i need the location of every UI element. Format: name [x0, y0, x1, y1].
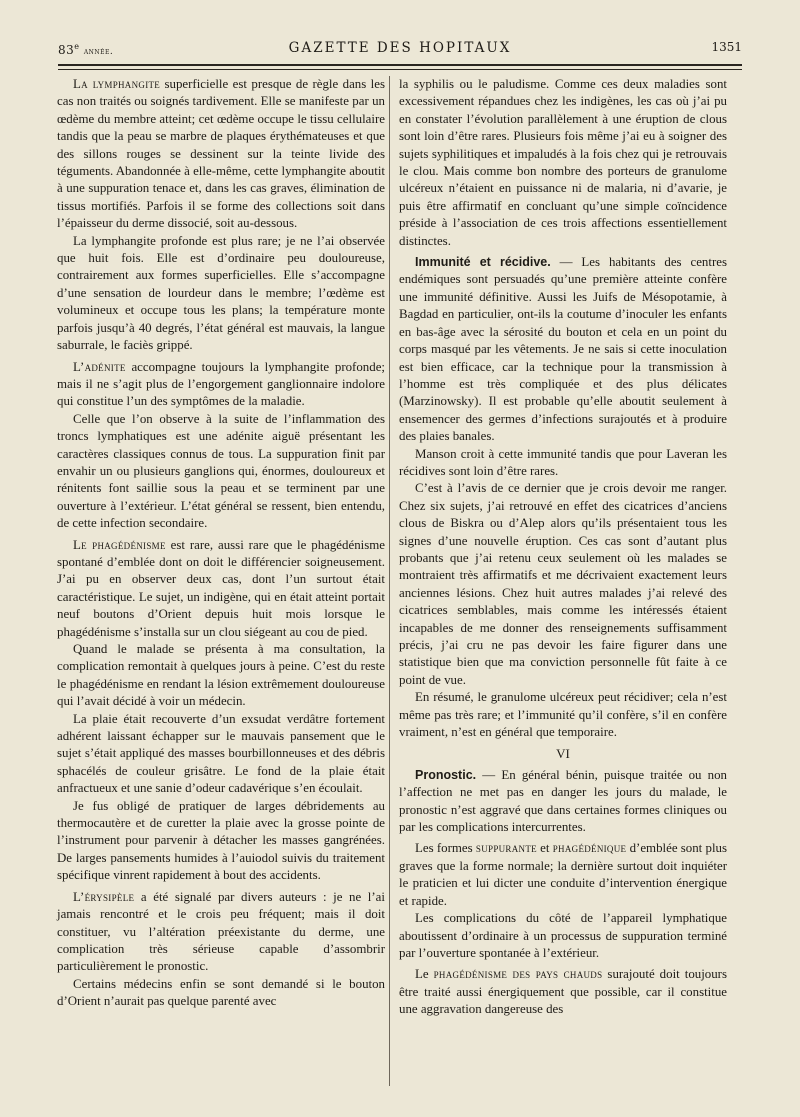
subsection-heading: Immunité et récidive. [415, 255, 551, 270]
header-rule-thick [58, 64, 742, 66]
paragraph: L’adénite accompagne toujours la lymphangite profonde; mais il ne s’agit plus de l’engorgement ganglionnaire indolore qui constitue l’un des symptômes de la maladie. [57, 359, 385, 409]
left-column [57, 76, 385, 1011]
paragraph: Les formes suppurante et phagédénique d’emblée sont plus graves que la forme normale; la dernière surtout doit inquiéter le praticien et lui dicter une conduite d’intervention énergique et rapide. [399, 841, 727, 908]
right-column [399, 76, 727, 1019]
paragraph: C’est à l’avis de ce dernier que je crois devoir me ranger. Chez six sujets, j’ai retrouvé en effet des cicatrices d’anciens clous de Biskra ou d’Alep alors qu’ils présentaient tous les signes d’une nouvelle éruption. Ces cas sont d’autant plus probants que j’ai retenu ceux seulement où les malades se montraient très affirmatifs et me décrivaient exactement leurs anciennes lésions. Chez huit autres malades j’ai relevé des cicatrices semblables, mais comme les intéressés étaient incapables de me donner des renseignements suffisamment précis, j’ai cru ne pas devoir les faire figurer dans une statistique bien que ma conviction personnelle fût faite à ce point de vue. [399, 481, 727, 687]
paragraph: Les complications du côté de l’appareil lymphatique aboutissent d’ordinaire à un processus de suppuration terminé par l’ouverture spontanée à l’extérieur. [399, 911, 727, 960]
issue-label: 83e année. [58, 42, 114, 57]
section-number: VI [556, 746, 570, 762]
paragraph: Certains médecins enfin se sont demandé si le bouton d’Orient n’aurait pas quelque parenté avec [57, 976, 385, 1009]
paragraph: la syphilis ou le paludisme. Comme ces deux maladies sont excessivement répandues chez les indigènes, les cas où j’ai pu en constater l’évolution parallèlement à une éruption de clous sont loin d’être rares. Plusieurs fois même j’ai eu à soigner des sujets syphilitiques et impaludés à la fois chez qui je retrouvais le clou. Mais comme bon nombre des porteurs de granulome ulcéreux n’étaient en puissance ni de malaria, ni d’avarie, je puis être affirmatif en concluant qu’une simple coïncidence préside à l’association de ces trois affections essentiellement distinctes. [399, 77, 727, 248]
paragraph: Pronostic. — En général bénin, puisque traitée ou non l’affection ne met pas en danger les jours du malade, le pronostic n’est aggravé que dans certaines formes cliniques ou par les complications intercurrentes. [399, 767, 727, 835]
paragraph: L’érysipèle a été signalé par divers auteurs : je ne l’ai jamais rencontré et le crois peu fréquent; mais il doit constituer, vu l’altération préexistante du derme, une complication très sérieuse capable d’assombrir particulièrement le pronostic. [57, 889, 385, 974]
paragraph: En résumé, le granulome ulcéreux peut récidiver; cela n’est même pas très rare; et l’immunité qu’il confère, s’il en confère vraiment, n’est en général que temporaire. [399, 690, 727, 740]
paragraph: Le phagédénisme est rare, aussi rare que le phagédénisme spontané d’emblée dont on doit le différencier soigneusement. J’ai pu en observer deux cas, dont l’un surtout était caractéristique. Le sujet, un indigène, qui en était atteint portait neuf boutons d’Orient depuis huit mois lorsque le phagédénisme s’installa sur un clou siégeant au cou de pied. [57, 537, 385, 639]
page-header [58, 36, 742, 60]
paragraph: Celle que l’on observe à la suite de l’inflammation des troncs lymphatiques est une adénite aiguë présentant les caractères classiques connus de tous. La suppuration finit par envahir un ou plusieurs ganglions qui, énormes, douloureux et rénitents font saillie sous la peau et se terminent par une ouverture à l’extérieur. L’état général se ressent, bien entendu, de cette infection secondaire. [57, 411, 385, 531]
paragraph: La plaie était recouverte d’un exsudat verdâtre fortement adhérent laissant échapper sur le mauvais pansement que le sujet s’était appliqué des masses bourbillonneuses et des débris sphacélés de couleur grisâtre. Le fond de la plaie était anfractueux et une sanie d’odeur cadavérique s’en écoulait. [57, 711, 385, 796]
paragraph: Immunité et récidive. — Les habitants des centres endémiques sont persuadés qu’une première atteinte confère une immunité définitive. Aussi les Juifs de Mésopotamie, à Bagdad en particulier, ont-ils la coutume d’inoculer les enfants en bas-âge avec la sérosité du bouton et cela en un point du corps masqué par les vêtements. Je ne sais si cette inoculation est bien efficace, car la technique pour la transmission à l’homme est très compliquée et des plus délicates (Marzinowsky). Il est probable qu’elle aboutit seulement à ensemencer des germes d’infections surajoutés et à produire des plaies banales. [399, 255, 727, 444]
journal-title: GAZETTE DES HOPITAUX [288, 40, 512, 56]
column-divider [389, 76, 390, 1086]
paragraph: La lymphangite superficielle est presque de règle dans les cas non traités ou soignés tardivement. Elle se manifeste par un œdème du membre atteint; cet œdème occupe le tissu cellulaire tandis que la peau se marbre de plaques érythémateuses et que des sillons rouges se dessinent sur la teinte livide des téguments. Abandonnée à elle-même, cette lymphangite aboutit à une suppuration tenace et, dans les cas graves, élimination de tissus mortifiés. Parfois il se forme des collections soit dans l’épaisseur du derme dissocié, soit au-dessous. [57, 77, 386, 231]
paragraph: Quand le malade se présenta à ma consultation, la complication remontait à quelques jours à peine. C’est du reste le phagédénisme en rendant la lésion extrêmement douloureuse qui l’avait décidé à voir un médecin. [57, 642, 385, 709]
subsection-heading: Pronostic. [415, 767, 477, 782]
paragraph: Manson croit à cette immunité tandis que pour Laveran les récidives sont loin d’être rares. [399, 446, 727, 478]
paragraph: Je fus obligé de pratiquer de larges débridements au thermocautère et de curetter la plaie avec la grosse pointe de l’instrument pour parvenir à détacher les masses gangrénées. De larges pansements humides à l’auiodol suivis du traitement spécifique vinrent rapidement à bout des accidents. [57, 798, 385, 883]
paragraph: La lymphangite profonde est plus rare; je ne l’ai observée que huit fois. Elle est d’ordinaire peu douloureuse, contrairement aux formes superficielles. Elle s’accompagne d’une sensation de lourdeur dans le membre; l’œdème est volumineux et occupe tous les plans; la température monte parfois jusqu’à 40 degrés, l’état général est mauvais, la langue saburrale, le faciès grippé. [57, 233, 385, 353]
paragraph: Le phagédénisme des pays chauds surajouté doit toujours être traité aussi énergiquement que possible, car il constitue une aggravation dangereuse des [399, 967, 727, 1017]
page-number: 1351 [711, 40, 742, 54]
header-rule-thin [58, 69, 742, 70]
